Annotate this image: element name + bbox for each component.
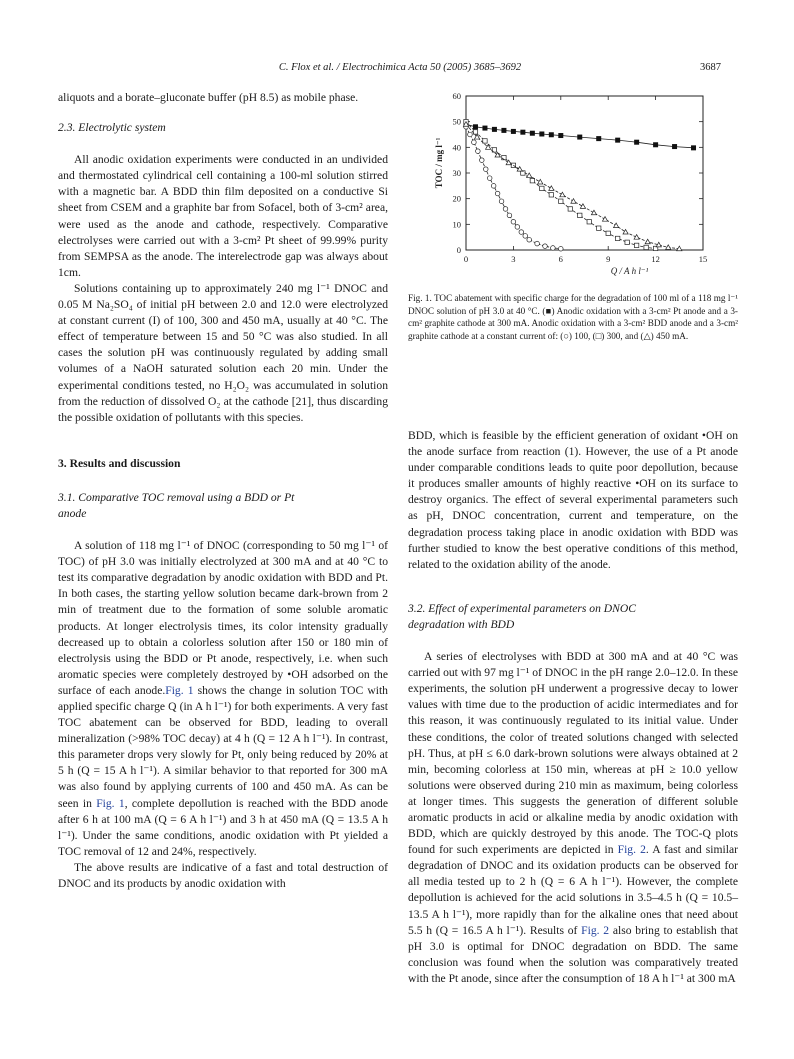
data-point-square-filled [539, 131, 544, 136]
y-tick-label: 20 [452, 193, 461, 204]
x-tick-label: 15 [698, 254, 708, 264]
section-3-2-heading-line-2: degradation with BDD [408, 617, 515, 631]
figure-1-caption: Fig. 1. TOC abatement with specific charge for the degradation of 100 ml of a 118 mg l⁻¹ DNOC solution of pH 3.0 at 40 °C. (■) Anodic oxidation with a 3-cm² Pt anode and a 3-cm² graphite cathode at 300 mA. Anodic oxidation with a 3-cm² BDD anode and a 3-cm² graphite cathode at a constant current of: (○) 100, (□) 300, and (△) 450 mA. [408, 293, 738, 341]
section-3-1-heading-line-1: 3.1. Comparative TOC removal using a BDD or Pt [58, 490, 295, 504]
x-tick-label: 9 [606, 254, 611, 264]
data-point-square-open [597, 226, 601, 230]
paragraph-3-1-a: A solution of 118 mg l⁻¹ of DNOC (corresponding to 50 mg l⁻¹ of TOC) of pH 3.0 was initially electrolyzed at 300 mA and at 40 °C to test its comparative degradation by anodic oxidation with BDD and Pt. In both cases, the starting yellow solution became dark-brown from 2 min of treatment due to the formation of some soluble aromatic products. At longer electrolysis times, its color intensity gradually decreased up to obtain a colorless solution after 150 or 180 min of electrolysis using the BDD or Pt anode, respectively, i.e. when such aromatic species were completely destroyed by •OH adsorbed on the surface of each anode.Fig. 1 shows the change in solution TOC with applied specific charge Q (in A h l⁻¹) for both experiments. A very fast TOC abatement can be observed for BDD, leading to overall mineralization (>98% TOC decay) at 4 h (Q = 12 A h l⁻¹). In contrast, this parameter drops very slowly for Pt, only being reduced by 20% at 5 h (Q = 15 A h l⁻¹). A similar behavior to that reported for 300 mA was also found by applying currents of 100 and 450 mA. As can be seen in Fig. 1, complete depollution is reached with the BDD anode after 6 h at 100 mA (Q = 6 A h l⁻¹) and 3 h at 450 mA (Q = 13.5 A h l⁻¹). Under the same conditions, anodic oxidation with Pt yielded a TOC removal of 12 and 24%, respectively. [58, 539, 388, 858]
data-point-square-filled [501, 128, 506, 133]
data-point-circle-open [535, 241, 540, 246]
x-tick-label: 3 [511, 254, 516, 264]
page-number: 3687 [700, 62, 721, 73]
data-point-square-filled [558, 133, 563, 138]
section-3-1-heading-line-2: anode [58, 506, 87, 520]
data-point-circle-open [499, 199, 504, 204]
data-point-square-open [578, 213, 582, 217]
data-point-circle-open [495, 191, 500, 196]
figure-2-link[interactable]: Fig. 2 [617, 843, 646, 857]
y-tick-label: 50 [452, 116, 461, 127]
data-point-triangle-open [634, 235, 639, 240]
x-axis-label: Q / A h l⁻¹ [610, 266, 649, 276]
data-point-triangle-open [591, 210, 596, 215]
y-tick-label: 60 [452, 91, 461, 101]
data-point-square-open [625, 240, 629, 244]
figure-1-chart [408, 84, 743, 294]
data-point-square-filled [473, 124, 478, 129]
paragraph-3-2: A series of electrolyses with BDD at 300 mA and at 40 °C was carried out with 97 mg l⁻¹ of DNOC in the pH range 2.0–12.0. In these experiments, the solution pH underwent a progressive decay to lower values with time due to the production of acidic intermediates and for this reason, it was continuously regulated to its initial value. Under these conditions, the color of treated solutions changed with selected pH. Thus, at pH ≤ 6.0 dark-brown solutions were always obtained at 2 min, becoming colorless at 150 min, whereas at pH ≥ 10.0 yellow solutions were observed during 210 min as maximum, being colorless at longer times. This suggests the generation of different soluble aromatic products in acid or alkaline media by anodic oxidation with BDD, which are quickly destroyed by this anode. The TOC-Q plots found for such experiments are depicted in Fig. 2. A fast and similar degradation of DNOC and its oxidation products can be observed for all media tested up to 2 h (Q = 6 A h l⁻¹). However, the complete depollution is achieved for the acid solutions in 3.5–4.5 h (Q = 10.5–13.5 A h l⁻¹), more rapidly than for the alkaline ones that need about 5.5 h (Q = 16.5 A h l⁻¹). Results of Fig. 2 also bring to establish that pH 3.0 is optimal for DNOC degradation on BDD. The same conclusion was found when the solution was comparatively treated with the Pt anode, since after the consumption of 18 A h l⁻¹ at 300 mA [408, 650, 738, 985]
data-point-square-filled [653, 142, 658, 147]
data-point-square-filled [530, 131, 535, 136]
data-point-square-open [540, 186, 544, 190]
series-line-open-triangle [466, 124, 679, 249]
data-point-triangle-open [549, 186, 554, 191]
paragraph-continued: aliquots and a borate–gluconate buffer (pH 8.5) as mobile phase. [58, 91, 359, 104]
paragraph-right-continued: BDD, which is feasible by the efficient generation of oxidant •OH on the anode surface from reaction (1). However, the use of a Pt anode under comparable conditions leads to quite poor depollution, because it produces smaller amounts of highly reactive •OH on its surface to destroy organics. The effect of several experimental parameters such as pH, DNOC concentration, current and temperature, on the degradation process taking place in anodic oxidation with BDD was further studied to know the best operative conditions of this method, related to the oxidation ability of the anode. [408, 429, 738, 571]
x-tick-label: 6 [558, 254, 563, 264]
figure-2-link[interactable]: Fig. 2 [581, 923, 610, 937]
data-point-circle-open [468, 132, 473, 137]
data-point-circle-open [559, 246, 564, 251]
data-point-circle-open [543, 244, 548, 249]
data-point-square-open [530, 179, 534, 183]
data-point-triangle-open [527, 173, 532, 178]
paragraph-2-3-b: Solutions containing up to approximately 240 mg l⁻¹ DNOC and 0.05 M Na₂SO₄ of initial pH between 2.0 and 12.0 were electrolyzed at constant current (I) of 100, 300 and 450 mA, usually at 40 °C. The effect of temperature between 15 and 50 °C was also studied. In all cases the solution pH was continuously regulated by adding small volumes of a NaOH saturated solution each 20 min. Under the experimental conditions tested, no H₂O₂ was accumulated in solution from the reduction of dissolved O₂ at the cathode [21], thus discarding the possible oxidation of pollutants with this species. [58, 281, 388, 424]
figure-1-link[interactable]: Fig. 1 [96, 796, 125, 810]
data-point-square-filled [492, 127, 497, 132]
data-point-triangle-open [580, 204, 585, 209]
paragraph-3-1-b: The above results are indicative of a fast and total destruction of DNOC and its products by anodic oxidation with [58, 860, 388, 891]
data-point-square-open [634, 243, 638, 247]
data-point-circle-open [491, 184, 496, 189]
data-point-square-filled [549, 132, 554, 137]
y-tick-label: 30 [452, 168, 461, 178]
data-point-square-open [549, 193, 553, 197]
data-point-square-open [644, 245, 648, 249]
data-point-square-filled [672, 144, 677, 149]
data-point-circle-open [507, 213, 512, 218]
data-point-square-filled [482, 126, 487, 131]
y-tick-label: 10 [452, 219, 461, 230]
section-2-3-heading: 2.3. Electrolytic system [58, 121, 166, 135]
data-point-square-filled [634, 140, 639, 145]
plot-frame [466, 96, 703, 250]
data-point-circle-open [511, 219, 516, 224]
data-point-triangle-open [645, 239, 650, 244]
data-point-square-open [568, 207, 572, 211]
data-point-triangle-open [623, 229, 628, 234]
right-column [408, 428, 738, 987]
series-line-open-circle [466, 127, 561, 249]
data-point-square-filled [520, 130, 525, 135]
data-point-square-open [615, 236, 619, 240]
data-point-circle-open [476, 149, 481, 154]
y-axis-label: TOC / mg l⁻¹ [434, 137, 444, 189]
data-point-square-filled [577, 135, 582, 140]
data-point-square-open [587, 220, 591, 224]
figure-1-link[interactable]: Fig. 1 [165, 683, 194, 697]
left-column [58, 90, 388, 892]
data-point-triangle-open [666, 245, 671, 250]
data-point-circle-open [472, 140, 477, 145]
data-point-triangle-open [538, 179, 543, 184]
data-point-square-open [559, 199, 563, 203]
data-point-circle-open [523, 234, 528, 239]
data-point-circle-open [519, 230, 524, 235]
data-point-triangle-open [602, 217, 607, 222]
data-point-square-open [473, 130, 477, 134]
data-point-circle-open [515, 225, 520, 230]
x-tick-label: 12 [651, 254, 660, 264]
data-point-triangle-open [571, 199, 576, 204]
section-3-2-heading-line-1: 3.2. Effect of experimental parameters on DNOC [408, 601, 636, 615]
section-3-heading: 3. Results and discussion [58, 456, 181, 470]
data-point-square-filled [691, 145, 696, 150]
running-title: C. Flox et al. / Electrochimica Acta 50 (2005) 3685–3692 [278, 62, 522, 73]
data-point-circle-open [527, 237, 532, 242]
paragraph-2-3-a: All anodic oxidation experiments were conducted in an undivided and thermostated cylindrical cell containing a 100-ml solution stirred with a magnetic bar. A BDD thin film deposited on a conductive Si sheet from CSEM and a graphite bar from Sofacel, both of 3-cm² area, were used as the anode and cathode, respectively. Comparative electrolyses were carried out with a 3-cm² Pt sheet of 99.99% purity from SEMPSA as the anode. The interelectrode gap was always about 1cm. [58, 153, 388, 279]
data-point-triangle-open [560, 192, 565, 197]
data-point-circle-open [480, 158, 485, 163]
data-point-circle-open [551, 246, 556, 251]
x-tick-label: 0 [463, 254, 469, 264]
data-point-square-open [606, 231, 610, 235]
y-tick-label: 40 [452, 142, 461, 153]
y-tick-label: 0 [456, 245, 461, 255]
data-point-square-filled [615, 138, 620, 143]
data-point-triangle-open [614, 223, 619, 228]
data-point-circle-open [503, 207, 508, 212]
data-point-square-filled [596, 136, 601, 141]
data-point-circle-open [487, 176, 492, 181]
data-point-circle-open [483, 167, 488, 172]
data-point-square-filled [511, 129, 516, 134]
